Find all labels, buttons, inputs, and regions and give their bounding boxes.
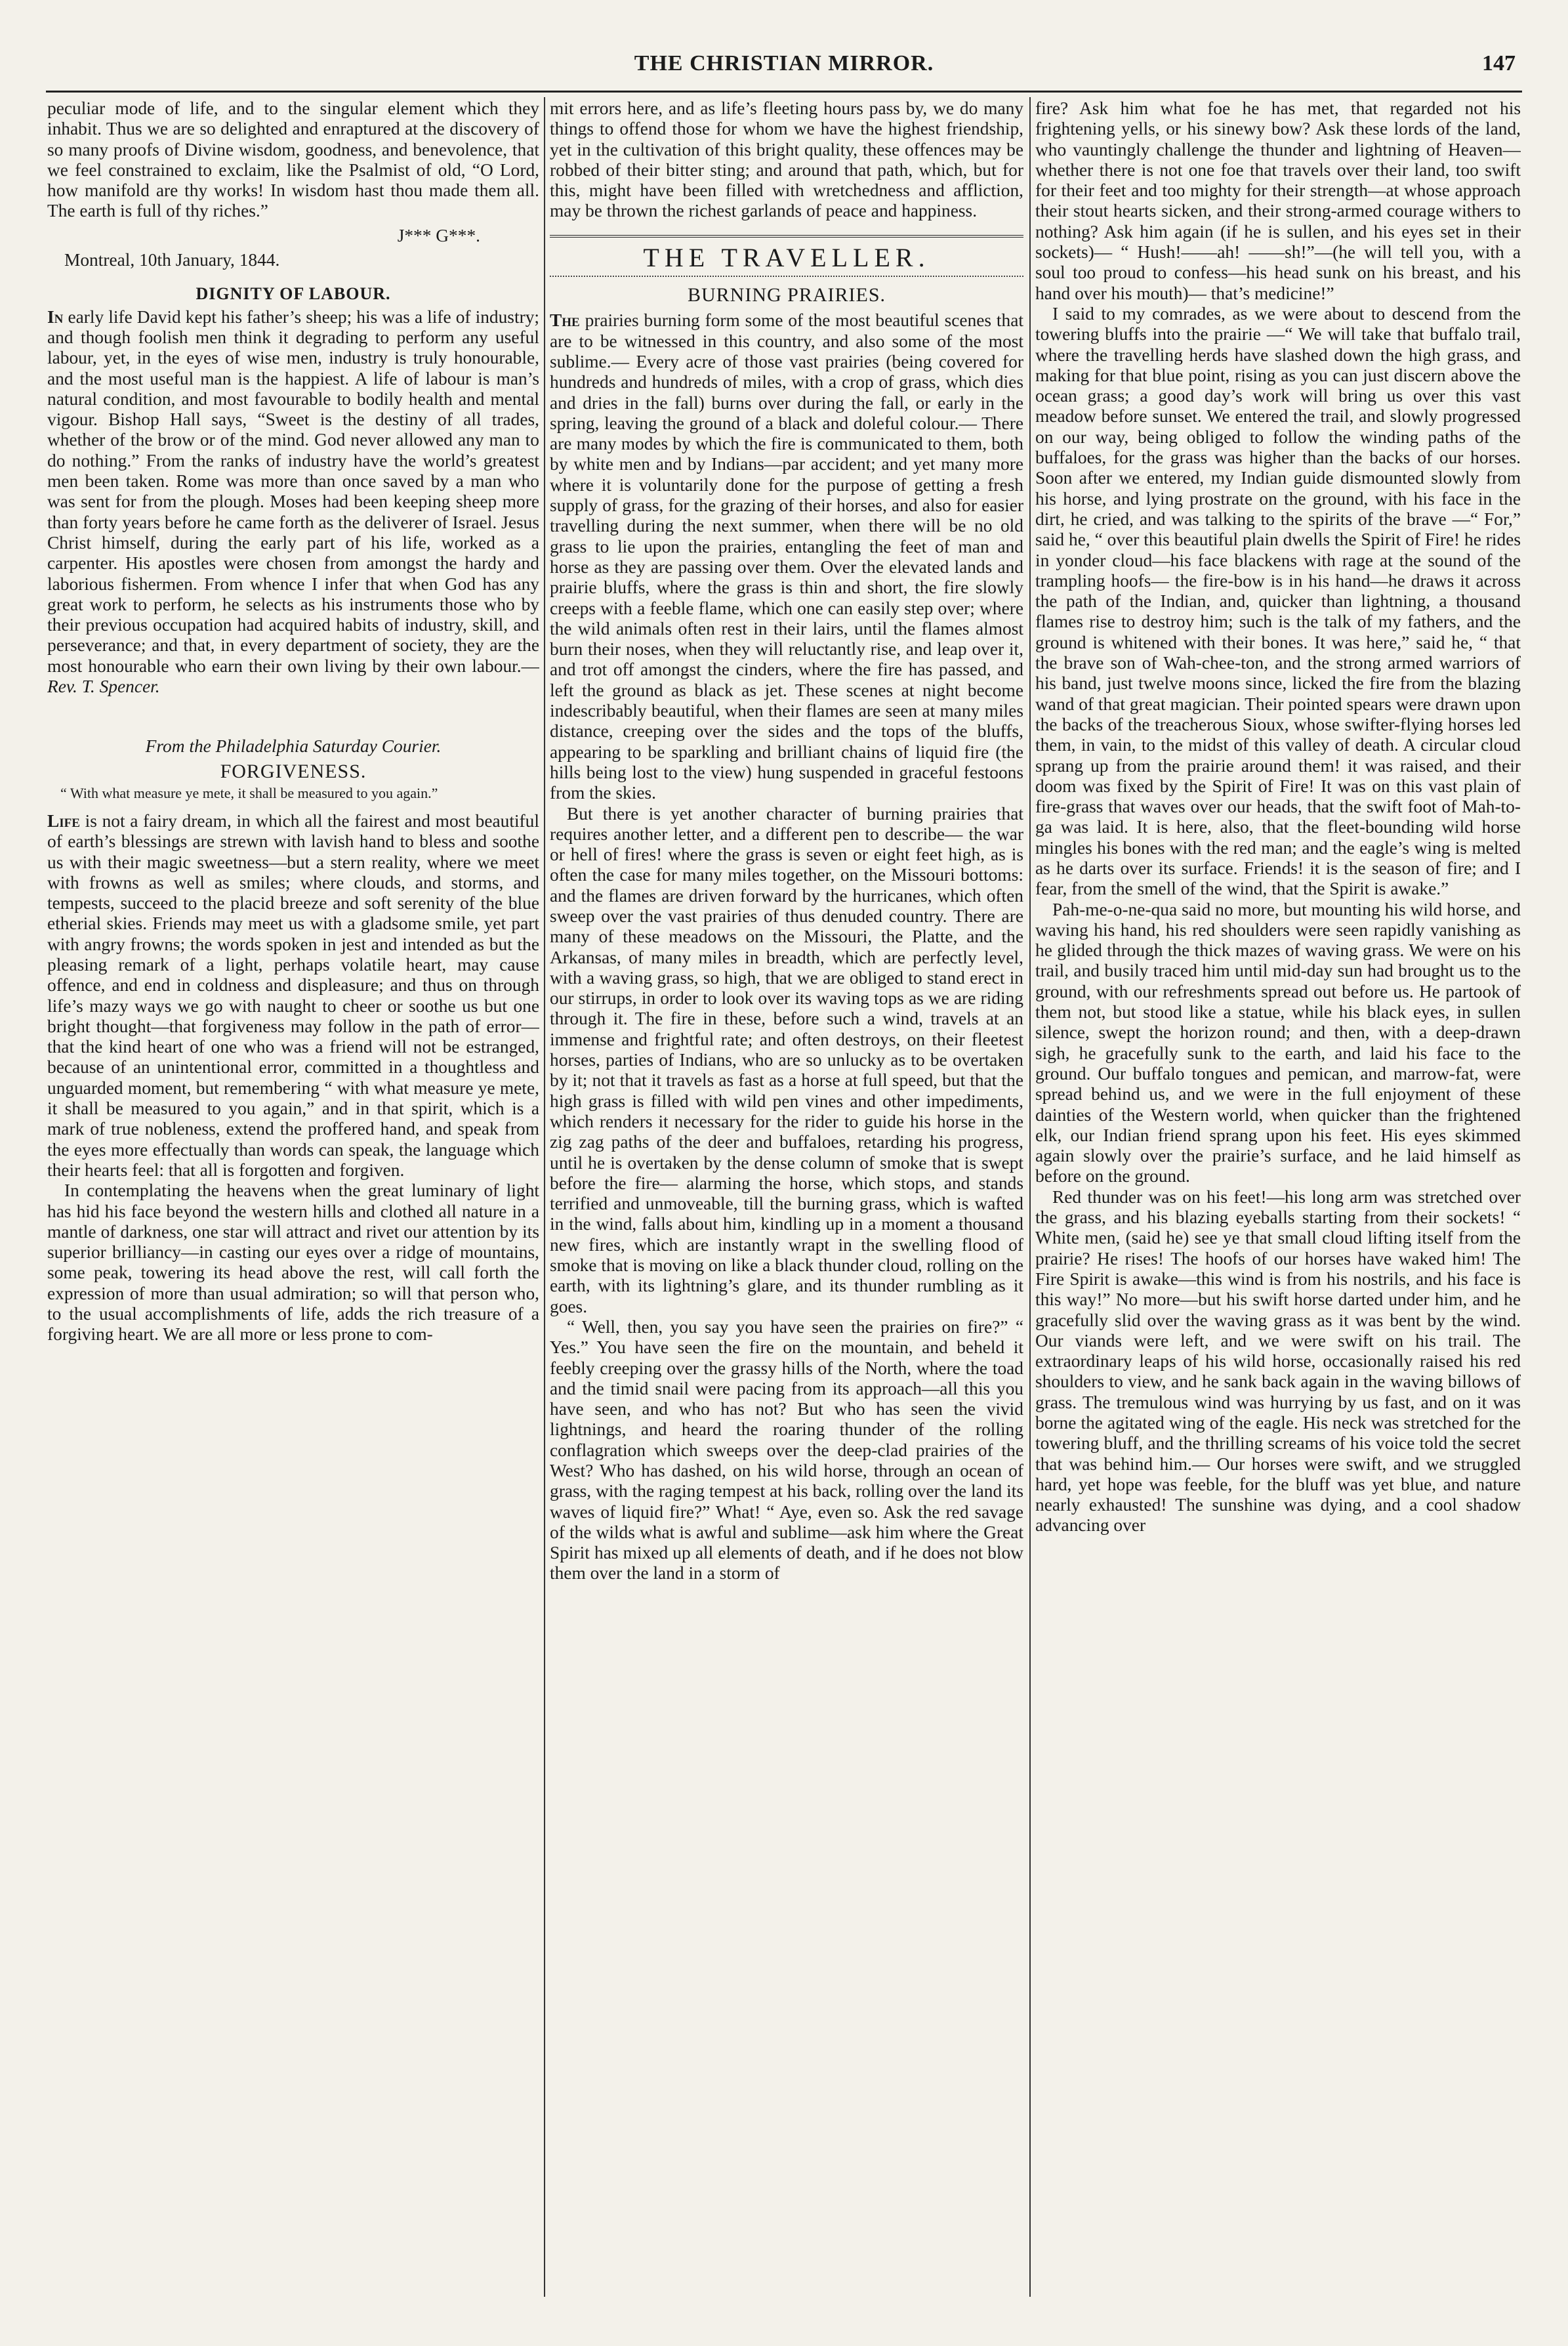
section-banner: THE TRAVELLER. <box>643 242 930 272</box>
article-heading-dignity: DIGNITY OF LABOUR. <box>196 284 391 304</box>
article-body-dignity <box>47 307 539 698</box>
double-rule <box>550 235 1023 241</box>
article-heading-burning-prairies: BURNING PRAIRIES. <box>687 284 886 306</box>
paragraph: But there is yet another character of burning prairies that requires another letter, and a different pen to describe— the war or hell of fires! where the grass is seven or eight feet high, as is often the case for many miles together, on the Missouri bottoms: and the flames are driven forward by the hurricanes, which often sweep over the vast prairies of thus denuded country. There are many of these meadows on the Missouri, the Platte, and the Arkansas, of many miles in breadth, which are perfectly level, with a waving grass, so high, that we are obliged to stand erect in our stirrups, in order to look over its waving tops as we are riding through it. The fire in these, before such a wind, travels at an immense and frightful rate; and often destroys, on their fleetest horses, parties of Indians, who are so unlucky as to be overtaken by it; not that it travels as fast as a horse at full speed, but that the high grass is filled with wild pen vines and other impediments, which renders it necessary for the rider to guide his horse in the zig zag paths of the deer and buffaloes, retarding his progress, until he is overtaken by the dense column of smoke that is swept before the fire— alarming the horse, which stops, and stands terrified and unmoveable, till the burning grass, which is wafted in the wind, falls about him, kindling up in a moment a thousand new fires, which are instantly wrapt in the swelling flood of smoke that is moving on like a black thunder cloud, rolling on the earth, with its lightning’s glare, and its thunder rumbling as it goes. <box>550 803 1023 1316</box>
header-rule <box>46 91 1522 93</box>
article-continuation: mit errors here, and as life’s fleeting hours pass by, we do many things to offend those for whom we have the highest friendship, yet in the cultivation of this bright quality, these offences may be robbed of their bitter sting; and around that path, which, but for this, might have been filled with wretchedness and affliction, may be thrown the richest garlands of peace and happiness. <box>550 98 1023 221</box>
ornamental-rule <box>550 272 1023 277</box>
dropcap: The <box>550 310 580 331</box>
dropcap: In <box>47 306 64 327</box>
column-2 <box>550 98 1023 2300</box>
paragraph: Pah-me-o-ne-qua said no more, but mounting his wild horse, and waving his hand, his red shoulders were seen rapidly vanishing as he glided through the thick mazes of waving grass. We were on his trail, and busily traced him until mid-day sun had brought us to the ground, with our refreshments spread out before us. He partook of them not, but stood like a statue, while his black eyes, in sullen silence, swept the horizon round; and then, with a deep-drawn sigh, he gracefully sunk to the earth, and laid his face to the ground. Our buffalo tongues and pemican, and marrow-fat, were spread behind us, and we were in the full enjoyment of these dainties of the Western world, when quicker than the frightened elk, our Indian friend sprang upon his feet. His eyes skimmed again slowly over the prairie’s surface, and he laid himself as before on the ground. <box>1035 899 1521 1186</box>
epigraph: “ With what measure ye mete, it shall be measured to you again.” <box>60 784 438 801</box>
paragraph: “ Well, then, you say you have seen the prairies on fire?” “ Yes.” You have seen the fire on the mountain, and beheld it feebly creeping over the grassy hills of the North, where the toad and the timid snail were pacing from its approach—all this you have seen, and who has not? But who has seen the vivid lightnings, and heard the roaring thunder of the rolling conflagration which sweeps over the deep-clad prairies of the West? Who has dashed, on his wild horse, through an ocean of grass, with the raging tempest at his back, rolling over the land its waves of liquid fire?” What! “ Aye, even so. Ask the red savage of the wilds what is awful and sublime—ask him where the Great Spirit has mixed up all elements of death, and if he does not blow them over the land in a storm of <box>550 1316 1023 1583</box>
article-heading-forgiveness: FORGIVENESS. <box>220 760 367 782</box>
column-1 <box>47 98 539 2300</box>
paragraph-text: early life David kept his father’s sheep; his was a life of industry; and though foolish men think it degrading to perform any useful labour, yet, in the eyes of wise men, industry is truly honourable, and the most useful man is the happiest. A life of labour is man’s natural condition, and most favourable to bodily health and mental vigour. Bishop Hall says, “Sweet is the destiny of all trades, whether of the brow or of the mind. God never allowed any man to do nothing.” From the ranks of industry have the world’s greatest men been taken. Rome was more than once saved by a man who was sent for from the plough. Moses had been keeping sheep more than forty years before he came forth as the deliverer of Israel. Jesus Christ himself, during the early part of his life, worked as a carpenter. His apostles were chosen from amongst the hardy and laborious fishermen. From whence I infer that when God has any great work to perform, he selects as his instruments those who by their previous occupation had acquired habits of industry, skill, and perseverance; and that, in every department of society, they are the most honourable who earn their own living by their own labour.— <box>47 306 539 676</box>
publication-title: THE CHRISTIAN MIRROR. <box>634 51 934 75</box>
column-divider <box>544 97 545 2297</box>
author-credit: Rev. T. Spencer. <box>47 677 160 697</box>
source-credit: From the Philadelphia Saturday Courier. <box>145 736 442 757</box>
column-3 <box>1035 98 1521 2300</box>
article-continuation: peculiar mode of life, and to the singular element which they inhabit. Thus we are so delighted and enraptured at the discovery of so many proofs of Divine wisdom, goodness, and benevolence, that we feel constrained to exclaim, like the Psalmist of old, “O Lord, how manifold are thy works! In wisdom hast thou made them all. The earth is full of thy riches.” <box>47 98 539 221</box>
section-banner-block <box>550 235 1023 277</box>
masthead <box>46 51 1522 89</box>
paragraph: In contemplating the heavens when the great luminary of light has hid his face beyond the western hills and clothed all nature in a mantle of darkness, one star will attract and rivet our attention by its superior brilliancy—in casting our eyes over a ridge of mountains, some peak, towering its head above the rest, will call forth the expression of more than usual admiration; so will that person who, to the usual accomplishments of life, adds the rich treasure of a forgiving heart. We are all more or less prone to com- <box>47 1181 539 1345</box>
page-number: 147 <box>1482 51 1516 75</box>
dateline: Montreal, 10th January, 1844. <box>64 250 280 270</box>
article-continuation: fire? Ask him what foe he has met, that regarded not his frightening yells, or his sinewy bow? Ask these lords of the land, who vauntingly challenge the thunder and lightning of Heaven—whether there is not one foe that travels over their land, too swift for their feet and too mighty for their strength—at whose approach their stout hearts sicken, and their strong-armed courage withers to nothing? Ask him again (if he is sullen, and his eyes set in their sockets)— “ Hush!——ah! ——sh!”—(he will tell you, with a soul too proud to confess—his head sunk on his breast, and his hand over his mouth)— that’s medicine!” <box>1035 98 1521 303</box>
article-body-forgiveness <box>47 811 539 1181</box>
article-body-burning-prairies <box>550 310 1023 803</box>
paragraph-text: is not a fairy dream, in which all the fairest and most beautiful of earth’s blessings are strewn with lavish hand to bless and soothe us with their magic sweetness—but a stern reality, where we meet with frowns as well as smiles; where clouds, and storms, and tempests, succeed to the placid breeze and soft serenity of the blue etherial skies. Friends may meet us with a gladsome smile, yet part with angry frowns; the words spoken in jest and intended as but the pleasing remark of a light, perhaps volatile heart, may cause offence, and end in coldness and displeasure; and thus on through life’s mazy ways we go with naught to cheer or soothe us but one bright thought—that forgiveness may follow in the path of error—that the kind heart of one who was a friend will not be estranged, because of an unintentional error, committed in a thoughtless and unguarded moment, but remembering “ with what measure ye mete, it shall be measured to you again,” and in that spirit, which is a mark of true nobleness, extend the proffered hand, and speak from the eyes more effectually than words can speak, the language which their hearts feel: that all is forgotten and forgiven. <box>47 810 539 1180</box>
paragraph: I said to my comrades, as we were about to descend from the towering bluffs into the prairie —“ We will take that buffalo trail, where the travelling herds have slashed down the high grass, and making for that blue point, rising as you can just discern above the ocean grass; a good day’s work will bring us over this vast meadow before sunset. We entered the trail, and slowly progressed on our way, being obliged to follow the winding paths of the buffaloes, for the grass was higher than the backs of our horses. Soon after we entered, my Indian guide dismounted slowly from his horse, and lying prostrate on the ground, with his face in the dirt, he cried, and was talking to the spirits of the brave —“ For,” said he, “ over this beautiful plain dwells the Spirit of Fire! he rides in yonder cloud—his face blackens with rage at the sound of the trampling hoofs— the fire-bow is in his hand—he draws it across the path of the Indian, and, quicker than lightning, a thousand flames rise to destroy him; such is the talk of my fathers, and the ground is whitened with their bones. It was here,” said he, “ that the brave son of Wah-chee-ton, and the strong armed warriors of his band, just twelve moons since, licked the fire from the blazing wand of that great magician. Their pointed spears were drawn upon the backs of the treacherous Sioux, whose swifter-flying horses led them, in vain, to the midst of this valley of death. A circular cloud sprang up from the prairie around them! it was raised, and their doom was fixed by the Spirit of Fire! It was on this vast plain of fire-grass that waves over our heads, that the swift foot of Mah-to-ga was laid. It is here, also, that the fleet-bounding wild horse mingles his bones with the red man; and the eagle’s wing is melted as he darts over its surface. Friends! it is the season of fire; and I fear, from the smell of the wind, that the Spirit is awake.” <box>1035 303 1521 899</box>
column-divider <box>1029 97 1031 2297</box>
paragraph: Red thunder was on his feet!—his long arm was stretched over the grass, and his blazing eyeballs starting from their sockets! “ White men, (said he) see ye that small cloud lifting itself from the prairie? He rises! The hoofs of our horses have waked him! The Fire Spirit is awake—this wind is from his nostrils, and his face is this way!” No more—but his swift horse darted under him, and he gracefully slid over the waving grass as it was bent by the wind. Our viands were left, and we were swift on his trail. The extraordinary leaps of his wild horse, occasionally raised his red shoulders to view, and he sank back again in the waving billows of grass. The tremulous wind was hurrying by us fast, and on it was borne the agitated wing of the eagle. His neck was stretched for the towering bluff, and the thrilling screams of his voice told the secret that was behind him.— Our horses were swift, and we struggled hard, yet hope was feeble, for the bluff was yet blue, and nature nearly exhausted! The sunshine was dying, and a cool shadow advancing over <box>1035 1186 1521 1536</box>
paragraph-text: prairies burning form some of the most beautiful scenes that are to be witnessed in this country, and also some of the most sublime.— Every acre of those vast prairies (being covered for hundreds and hundreds of miles, with a crop of grass, which dies and dries in the fall) burns over during the fall, or early in the spring, leaving the ground of a black and doleful colour.— There are many modes by which the fire is communicated to them, both by white men and by Indians—par accident; and yet many more where it is voluntarily done for the purpose of getting a fresh supply of grass, for the grazing of their horses, and also for easier travelling during the next summer, when there will be no old grass to lie upon the prairies, entangling the feet of man and horse as they are passing over them. Over the elevated lands and prairie bluffs, where the grass is thin and short, the fire slowly creeps with a feeble flame, which one can easily step over; where the wild animals often rest in their lairs, until the flames almost burn their noses, when they will reluctantly rise, and leap over it, and trot off amongst the cinders, where the fire has passed, and left the ground as black as jet. These scenes at night become indescribably beautiful, when their flames are seen at many miles distance, creeping over the sides and the tops of the bluffs, appearing to be sparkling and brilliant chains of liquid fire (the hills being lost to the view) hung suspended in graceful festoons from the skies. <box>550 310 1023 803</box>
dropcap: Life <box>47 810 80 831</box>
signature: J*** G***. <box>397 225 480 245</box>
